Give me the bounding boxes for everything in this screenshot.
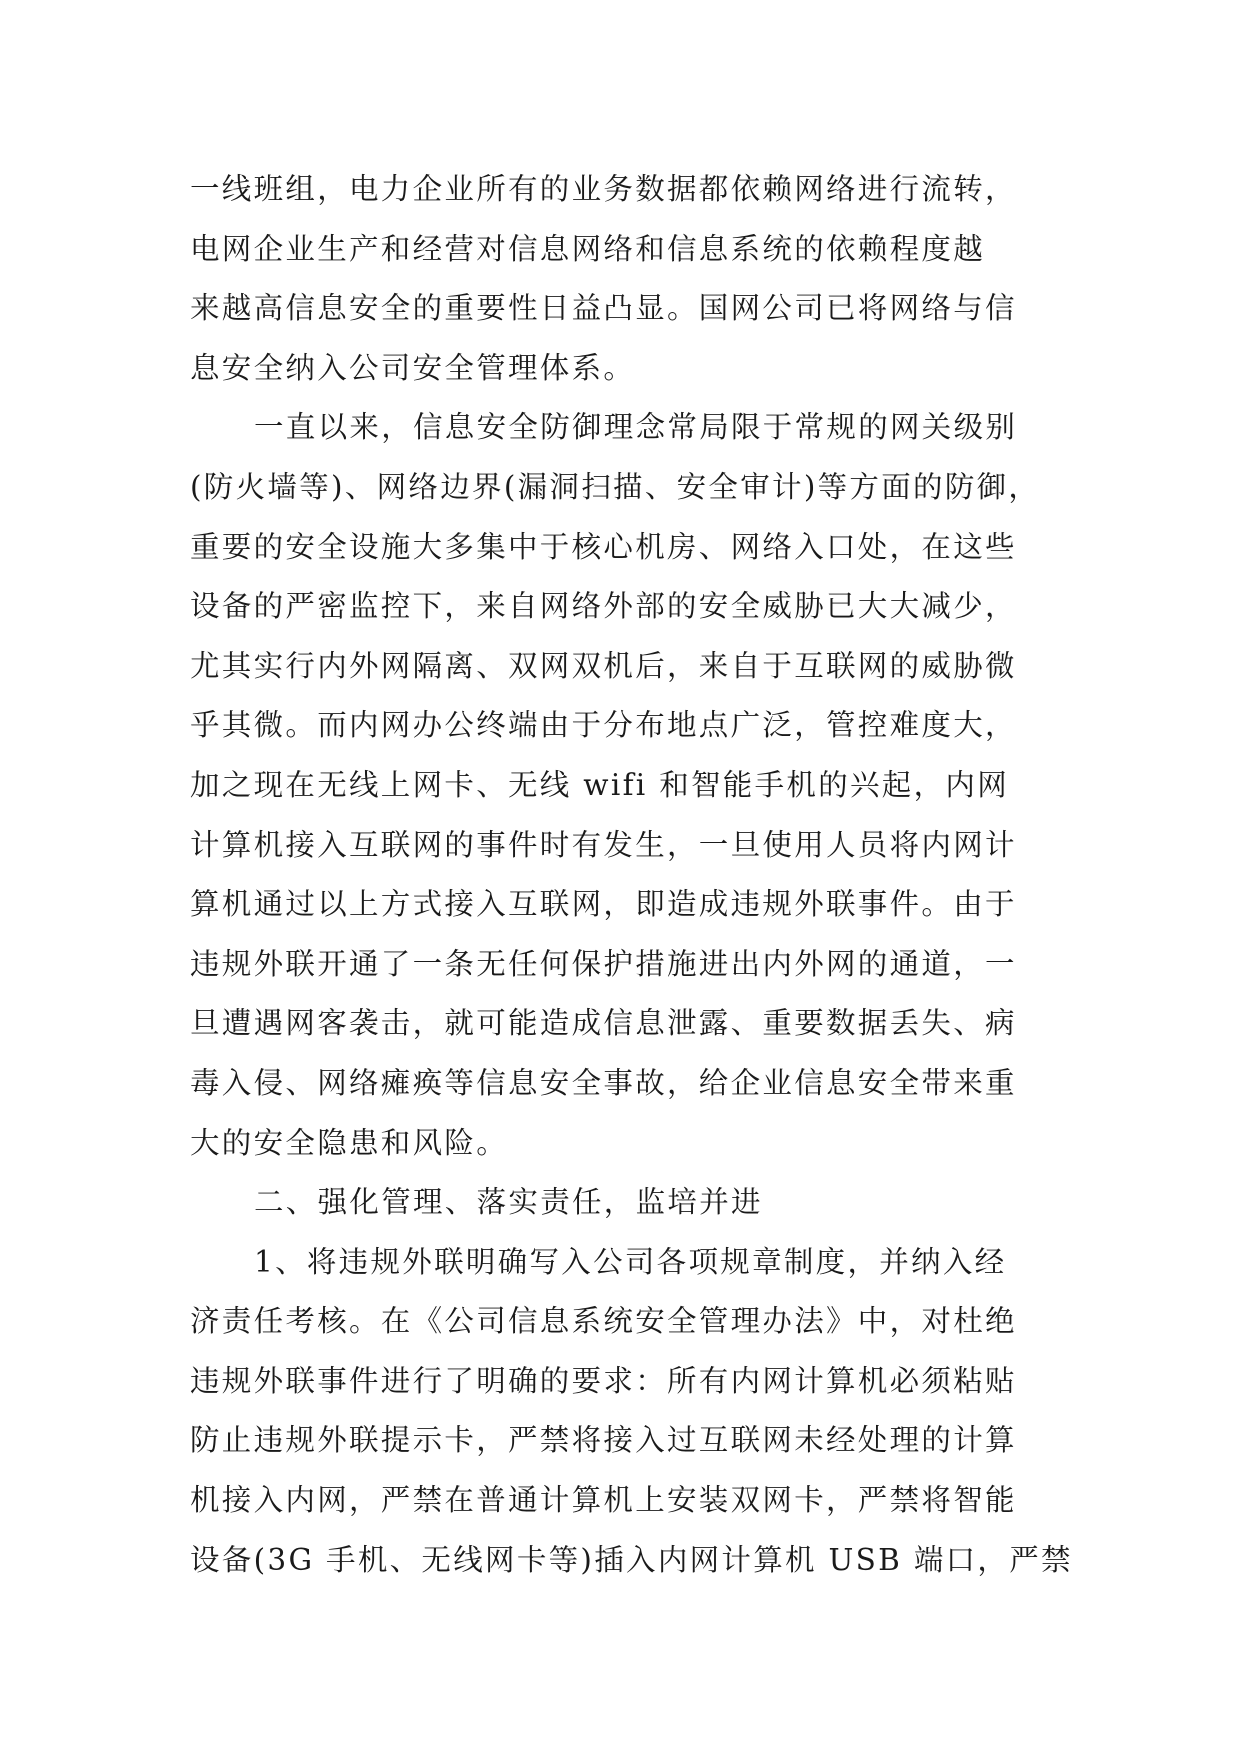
text-line-4: 息安全纳入公司安全管理体系。 [190, 350, 636, 385]
text-line-6: (防火墙等)、网络边界(漏洞扫描、安全审计)等方面的防御， [190, 469, 1041, 504]
text-line-21: 违规外联事件进行了明确的要求：所有内网计算机必须粘贴 [190, 1363, 1017, 1398]
text-line-1: 一线班组，电力企业所有的业务数据都依赖网络进行流转， [190, 172, 1017, 206]
text-line-13: 算机通过以上方式接入互联网，即造成违规外联事件。由于 [190, 887, 1017, 922]
text-line-20: 济责任考核。在《公司信息系统安全管理办法》中，对杜绝 [190, 1304, 1017, 1339]
section-heading: 二、强化管理、落实责任，监培并进 [254, 1185, 763, 1220]
text-line-22: 防止违规外联提示卡，严禁将接入过互联网未经处理的计算 [190, 1423, 1017, 1458]
text-line-2: 电网企业生产和经营对信息网络和信息系统的依赖程度越 [190, 231, 986, 266]
document-body [190, 160, 1073, 1590]
text-line-11: 加之现在无线上网卡、无线 wifi 和智能手机的兴起，内网 [190, 767, 1009, 802]
text-line-5: 一直以来，信息安全防御理念常局限于常规的网关级别 [254, 410, 1018, 445]
text-line-10: 乎其微。而内网办公终端由于分布地点广泛，管控难度大， [190, 708, 1017, 743]
text-line-14: 违规外联开通了一条无任何保护措施进出内外网的通道，一 [190, 946, 1017, 981]
text-line-9: 尤其实行内外网隔离、双网双机后，来自于互联网的威胁微 [190, 648, 1017, 683]
text-line-19: 1、将违规外联明确写入公司各项规章制度，并纳入经 [254, 1244, 1007, 1279]
text-line-3: 来越高信息安全的重要性日益凸显。国网公司已将网络与信 [190, 291, 1017, 326]
text-line-24: 设备(3G 手机、无线网卡等)插入内网计算机 USB 端口，严禁 [190, 1542, 1073, 1577]
text-line-16: 毒入侵、网络瘫痪等信息安全事故，给企业信息安全带来重 [190, 1065, 1017, 1100]
text-line-15: 旦遭遇网客袭击，就可能造成信息泄露、重要数据丢失、病 [190, 1006, 1017, 1041]
text-line-17: 大的安全隐患和风险。 [190, 1125, 509, 1160]
text-line-12: 计算机接入互联网的事件时有发生，一旦使用人员将内网计 [190, 827, 1017, 862]
text-line-7: 重要的安全设施大多集中于核心机房、网络入口处，在这些 [190, 529, 1017, 564]
text-line-23: 机接入内网，严禁在普通计算机上安装双网卡，严禁将智能 [190, 1483, 1017, 1518]
text-line-8: 设备的严密监控下，来自网络外部的安全威胁已大大减少， [190, 589, 1017, 624]
